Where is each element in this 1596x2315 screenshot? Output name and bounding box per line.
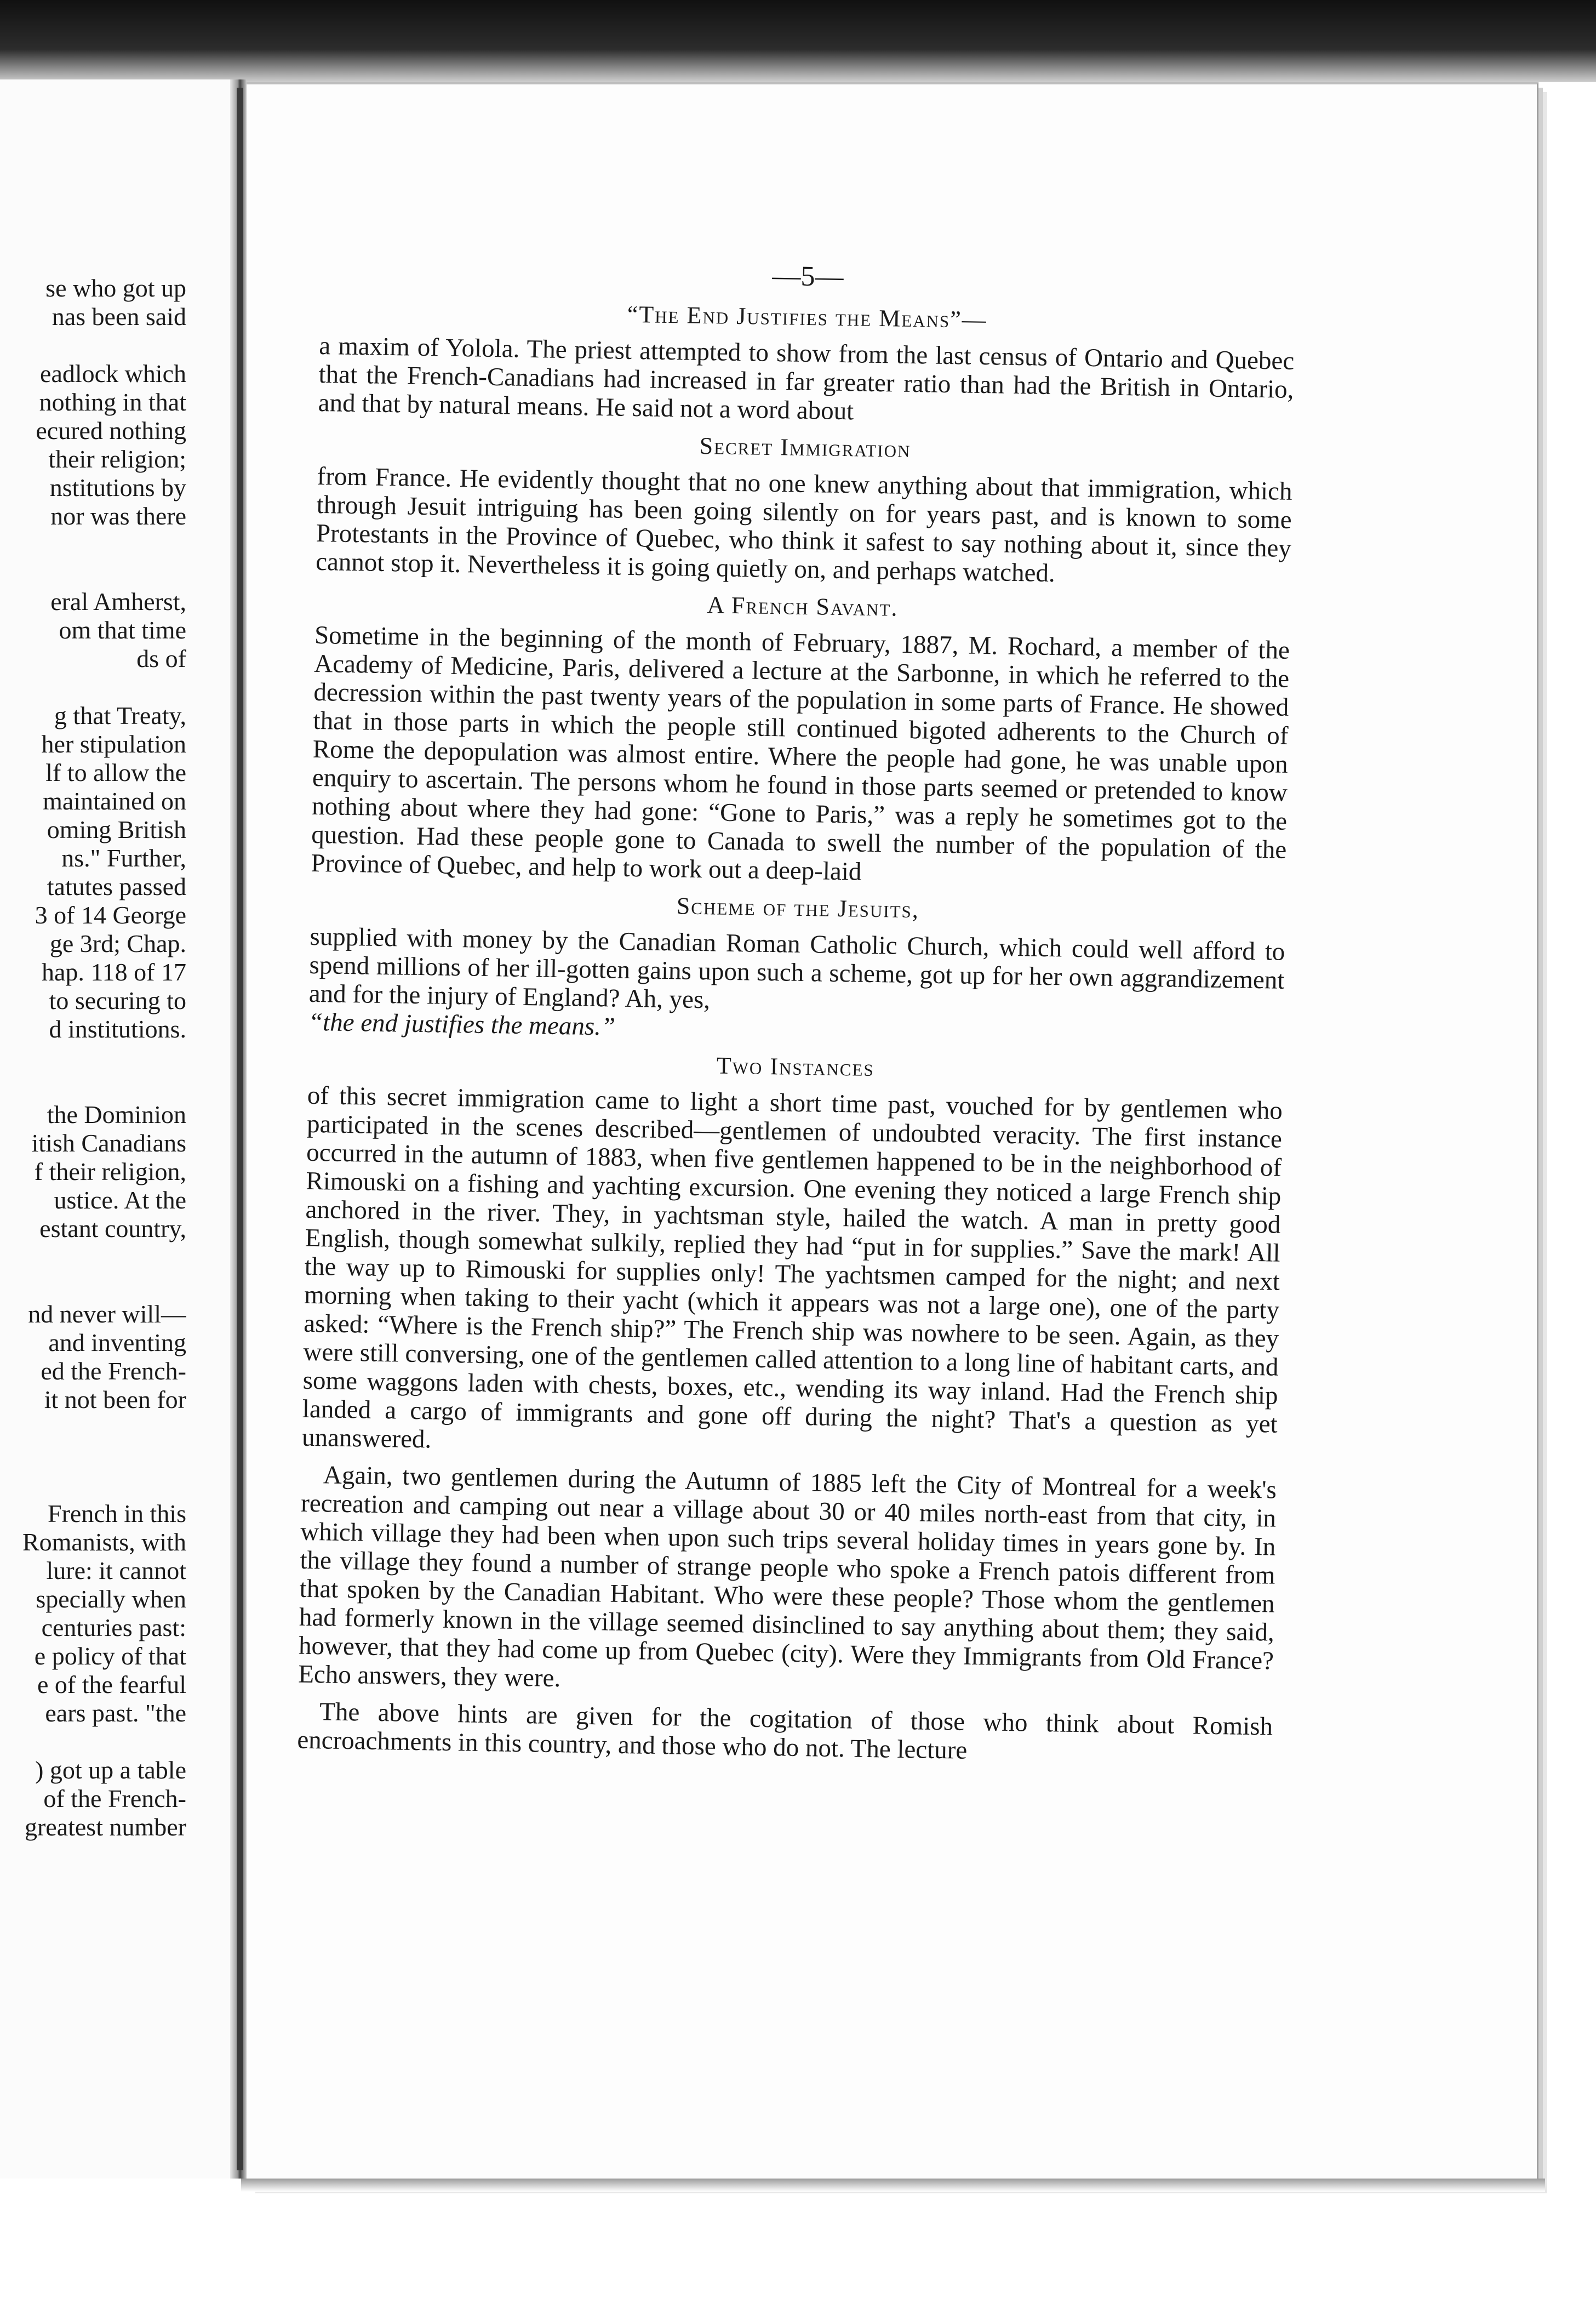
binding-edge [237, 88, 243, 2170]
left-fragment-line: ds of [136, 645, 186, 672]
left-fragment-line: ecured nothing [36, 417, 186, 444]
left-fragment-line [0, 531, 186, 559]
text-column [297, 255, 1296, 1778]
left-fragment-line: centuries past: [41, 1613, 186, 1641]
left-fragment-line: lure: it cannot [46, 1556, 186, 1584]
paragraph: of this secret immigration came to light a short time past, vouched for by gentlemen who participated in the scenes described—gentlemen of undoubted veracity. The first instance occurred in the autumn of 1883, when five gentlemen happened to be in the neighborhood of Rimouski on a fishing and yachting excursion. One evening they noticed a large French ship anchored in the river. They, in yachtsman style, hailed the watch. A man in pretty good English, though somewhat sulkily, replied they had “put in for supplies.” Save the mark! All the way up to Rimouski for supplies only! The yachtsmen camped for the night; and next morning when taking to their yacht (which it appears was not a large one), one of the party asked: “Where is the French ship?” The French ship was nowhere to be seen. Again, as they were still conversing, one of the gentlemen called attention to a long line of habitant carts, and some waggons laden with chests, boxes, etc., wending its way inland. Had the French ship landed a cargo of immigrants and gone off during the night? That's a question as yet unanswered. [301, 1081, 1283, 1454]
left-fragment-line: itish Canadians [31, 1129, 186, 1157]
left-fragment-line: ears past. "the [45, 1699, 186, 1727]
left-fragment-line: greatest number [24, 1813, 186, 1841]
paragraph: Sometime in the beginning of the month of February, 1887, M. Rochard, a member of the Academy of Medicine, Paris, delivered a lecture at the Sarbonne, in which he referred to the decression within the past twenty years of the population in some parts of France. He showed that in those parts in which the people still continued bigoted adherents to the Church of Rome the depopulation was almost entire. Where the people had gone, he was unable upon enquiry to ascertain. The persons whom he found in those parts seemed or pretended to know nothing about where they had gone: “Gone to Paris,” was a reply he sometimes got to the question. Had these people gone to Canada to swell the number of the population of the Province of Quebec, and help to work out a deep-laid [311, 620, 1290, 886]
left-fragment-line: g that Treaty, [54, 702, 186, 729]
section-heading: Two Instances [716, 1052, 875, 1082]
paragraph: from France. He evidently thought that no one knew anything about that immigration, which through Jesuit intriguing has been going silently on for years past, and is known to some Protestants in the Province of Quebec, who think it safest to say nothing about it, since they cannot stop it. Nevertheless it is going quietly on, and perhaps watched. [315, 461, 1292, 588]
left-fragment-line: Romanists, with [22, 1528, 186, 1556]
left-fragment-line: the Dominion [47, 1101, 186, 1128]
left-fragment-line: and inventing [48, 1328, 186, 1356]
left-fragment-line [0, 1471, 186, 1499]
paragraph: a maxim of Yolola. The priest attempted to show from the last census of Ontario and Quebec that the French-Canadians had increased in far greater ratio than had the British in Ontario, and that by natural means. He said not a word about [318, 331, 1295, 426]
left-fragment-line [0, 1414, 186, 1442]
left-fragment-line: her stipulation [41, 730, 186, 758]
left-fragment-line [0, 331, 186, 360]
left-fragment-line: eadlock which [40, 360, 186, 387]
left-fragment-line: f their religion, [34, 1158, 186, 1185]
section-scheme-jesuits [308, 886, 1286, 1052]
paragraph: The above hints are given for the cogitation of those who think about Romish encroachments in this country, and those who do not. The lecture [297, 1697, 1273, 1765]
left-fragment-line: to securing to [49, 987, 186, 1014]
paragraph: supplied with money by the Canadian Roman Catholic Church, which could well afford to spend millions of her ill-gotten gains upon such a scheme, got up for her own aggrandizement and for the injury of England? Ah, yes, [308, 922, 1285, 1014]
left-fragment-line: ns." Further, [61, 844, 186, 872]
left-fragment-line: lf to allow the [45, 759, 186, 786]
scanner-shadow [0, 0, 1596, 82]
section-secret-immigration [316, 426, 1293, 591]
left-fragment-line: their religion; [48, 445, 186, 473]
left-fragment-line: d institutions. [49, 1015, 186, 1043]
left-page-text [0, 274, 186, 1841]
section-two-instances [297, 1045, 1283, 1770]
section-heading: A French Savant. [707, 591, 899, 621]
left-fragment-line: ) got up a table [35, 1756, 186, 1784]
left-fragment-line [0, 1442, 186, 1471]
paragraph: Again, two gentlemen during the Autumn of 1885 left the City of Montreal for a week's recreation and camping out near a village about 30 or 40 miles north-east from that city, in which village they had been when upon such trips several holiday times in years gone by. In the village they found a number of strange people who spoke a French patois different from that spoken by the Canadian Habitant. Who were these people? Those whom the gentlemen had formerly known in the village seemed disinclined to say anything about them; they said, however, that they had come up from Quebec (city). Were they Immigrants from Old France? Echo answers, they were. [298, 1461, 1277, 1693]
left-fragment-line: eral Amherst, [50, 588, 186, 615]
quote-text: “the end justifies the means.” [308, 1007, 616, 1041]
left-fragment-line: nstitutions by [49, 474, 186, 501]
left-fragment-line: oming British [47, 816, 186, 843]
left-fragment-line: hap. 118 of 17 [41, 958, 186, 986]
left-fragment-line: maintained on [43, 787, 186, 815]
left-fragment-line: nas been said [52, 303, 186, 330]
left-fragment-line: om that time [59, 616, 186, 644]
left-fragment-line: nor was there [50, 502, 186, 530]
left-fragment-line [0, 1243, 186, 1271]
left-fragment-line: e of the fearful [37, 1670, 186, 1698]
left-fragment-line: nothing in that [39, 388, 186, 416]
left-fragment-line: ustice. At the [54, 1186, 186, 1214]
left-fragment-line: it not been for [44, 1385, 186, 1413]
left-fragment-line [0, 1072, 186, 1101]
left-fragment-line: ge 3rd; Chap. [49, 930, 186, 957]
left-fragment-line [0, 1044, 186, 1072]
left-fragment-line: nd never will— [28, 1300, 186, 1328]
left-fragment-line: estant country, [39, 1214, 186, 1242]
left-fragment-line: 3 of 14 George [35, 901, 186, 929]
left-fragment-line [0, 1727, 186, 1756]
page-number: —5— [772, 260, 844, 293]
section-heading: Secret Immigration [699, 432, 911, 463]
left-fragment-line: tatutes passed [47, 873, 186, 900]
section-heading: “The End Justifies the Means”— [627, 300, 988, 334]
section-heading: Scheme of the Jesuits, [676, 892, 920, 923]
left-fragment-line [0, 559, 186, 588]
page-bottom-edge [241, 2179, 1545, 2192]
left-fragment-line: French in this [48, 1499, 186, 1527]
section-french-savant [311, 585, 1290, 893]
left-fragment-line [0, 1271, 186, 1300]
left-fragment-line: se who got up [45, 274, 186, 302]
section-end-justifies [318, 295, 1295, 432]
left-fragment-line [0, 673, 186, 702]
left-fragment-line: of the French- [43, 1784, 186, 1812]
left-fragment-line: e policy of that [34, 1642, 186, 1670]
left-fragment-line: ed the French- [41, 1357, 186, 1385]
left-fragment-line: specially when [36, 1585, 186, 1613]
